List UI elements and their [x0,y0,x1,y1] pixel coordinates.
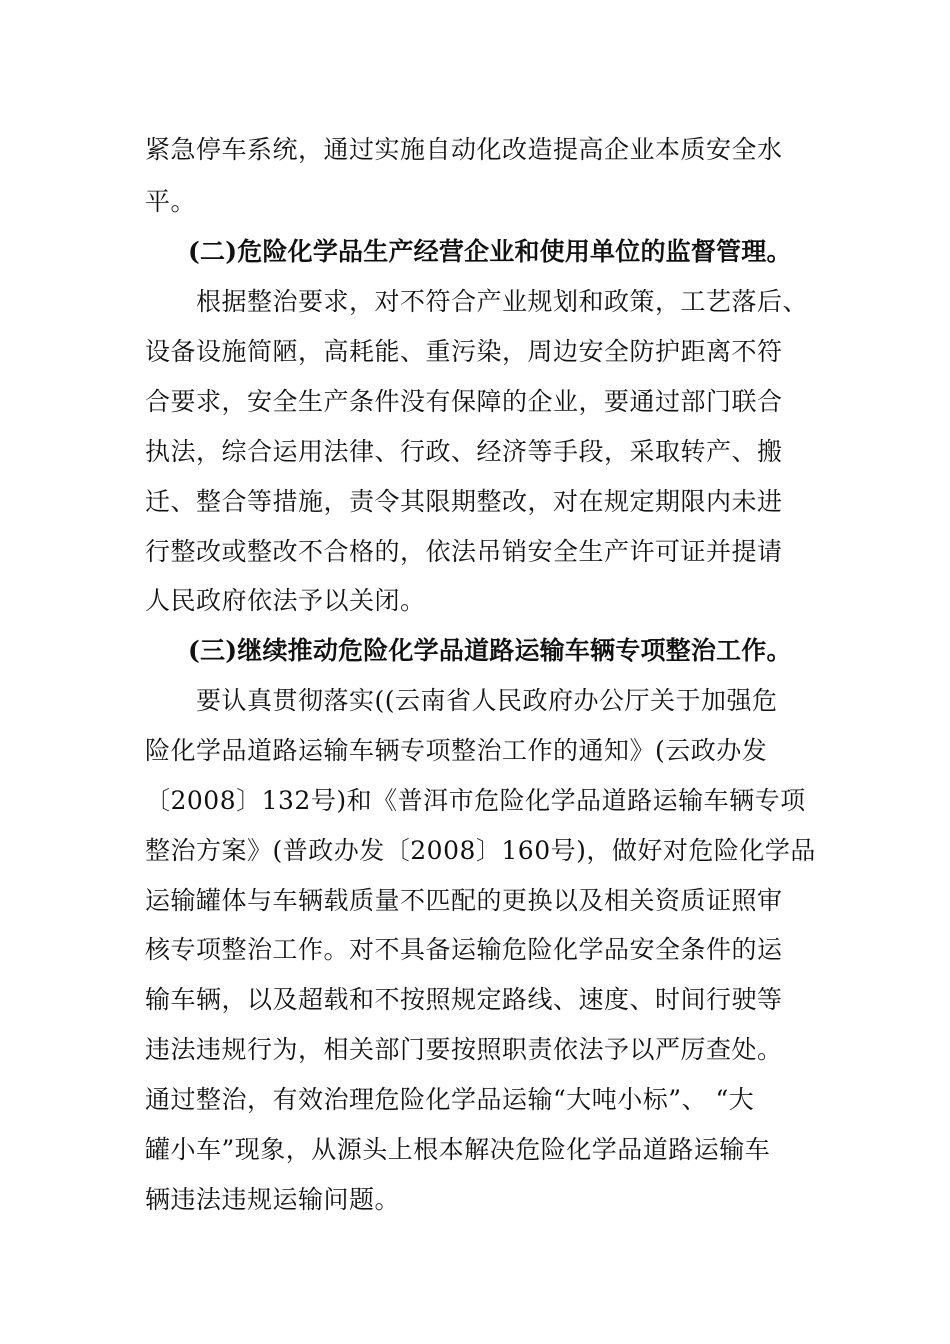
paragraph-line: 紧急停车系统，通过实施自动化改造提高企业本质安全水 [145,135,783,164]
paragraph-line: 辆违法违规运输问题。 [145,1185,401,1214]
paragraph-line: 执法，综合运用法律、行政、经济等手段，采取转产、搬 [145,437,783,466]
paragraph-line: 违法违规行为，相关部门要按照职责依法予以严厉查处。 [145,1035,783,1064]
section-heading-3: (三)继续推动危险化学品道路运输车辆专项整治工作。 [188,636,792,665]
paragraph-line: 合要求，安全生产条件没有保障的企业，要通过部门联合 [145,387,783,416]
paragraph-line: 核专项整治工作。对不具备运输危险化学品安全条件的运 [145,935,783,964]
paragraph-line: 运输罐体与车辆载质量不匹配的更换以及相关资质证照审 [145,886,783,915]
paragraph-line: 迁、整合等措施，责令其限期整改，对在规定期限内未进 [145,487,783,516]
paragraph-line: 通过整治，有效治理危险化学品运输“大吨小标”、 “大 [145,1085,755,1114]
paragraph-line: 〔2008〕132号)和《普洱市危险化学品道路运输车辆专项 [145,786,806,815]
paragraph-line: 输车辆，以及超载和不按照规定路线、速度、时间行驶等 [145,985,783,1014]
paragraph-line: 设备设施简陋，高耗能、重污染，周边安全防护距离不符 [145,337,783,366]
paragraph-line: 根据整治要求，对不符合产业规划和政策，工艺落后、 [196,287,809,316]
paragraph-line: 人民政府依法予以关闭。 [145,586,426,615]
paragraph-line: 行整改或整改不合格的，依法吊销安全生产许可证并提请 [145,537,783,566]
paragraph-line: 罐小车”现象，从源头上根本解决危险化学品道路运输车 [145,1135,771,1164]
paragraph-line: 整治方案》(普政办发〔2008〕160号)，做好对危险化学品 [145,836,816,865]
paragraph-line: 平。 [145,187,197,216]
paragraph-line: 险化学品道路运输车辆专项整治工作的通知》(云政办发 [145,736,768,765]
section-heading-2: (二)危险化学品生产经营企业和使用单位的监督管理。 [188,237,792,266]
paragraph-line: 要认真贯彻落实((云南省人民政府办公厅关于加强危 [196,686,778,715]
